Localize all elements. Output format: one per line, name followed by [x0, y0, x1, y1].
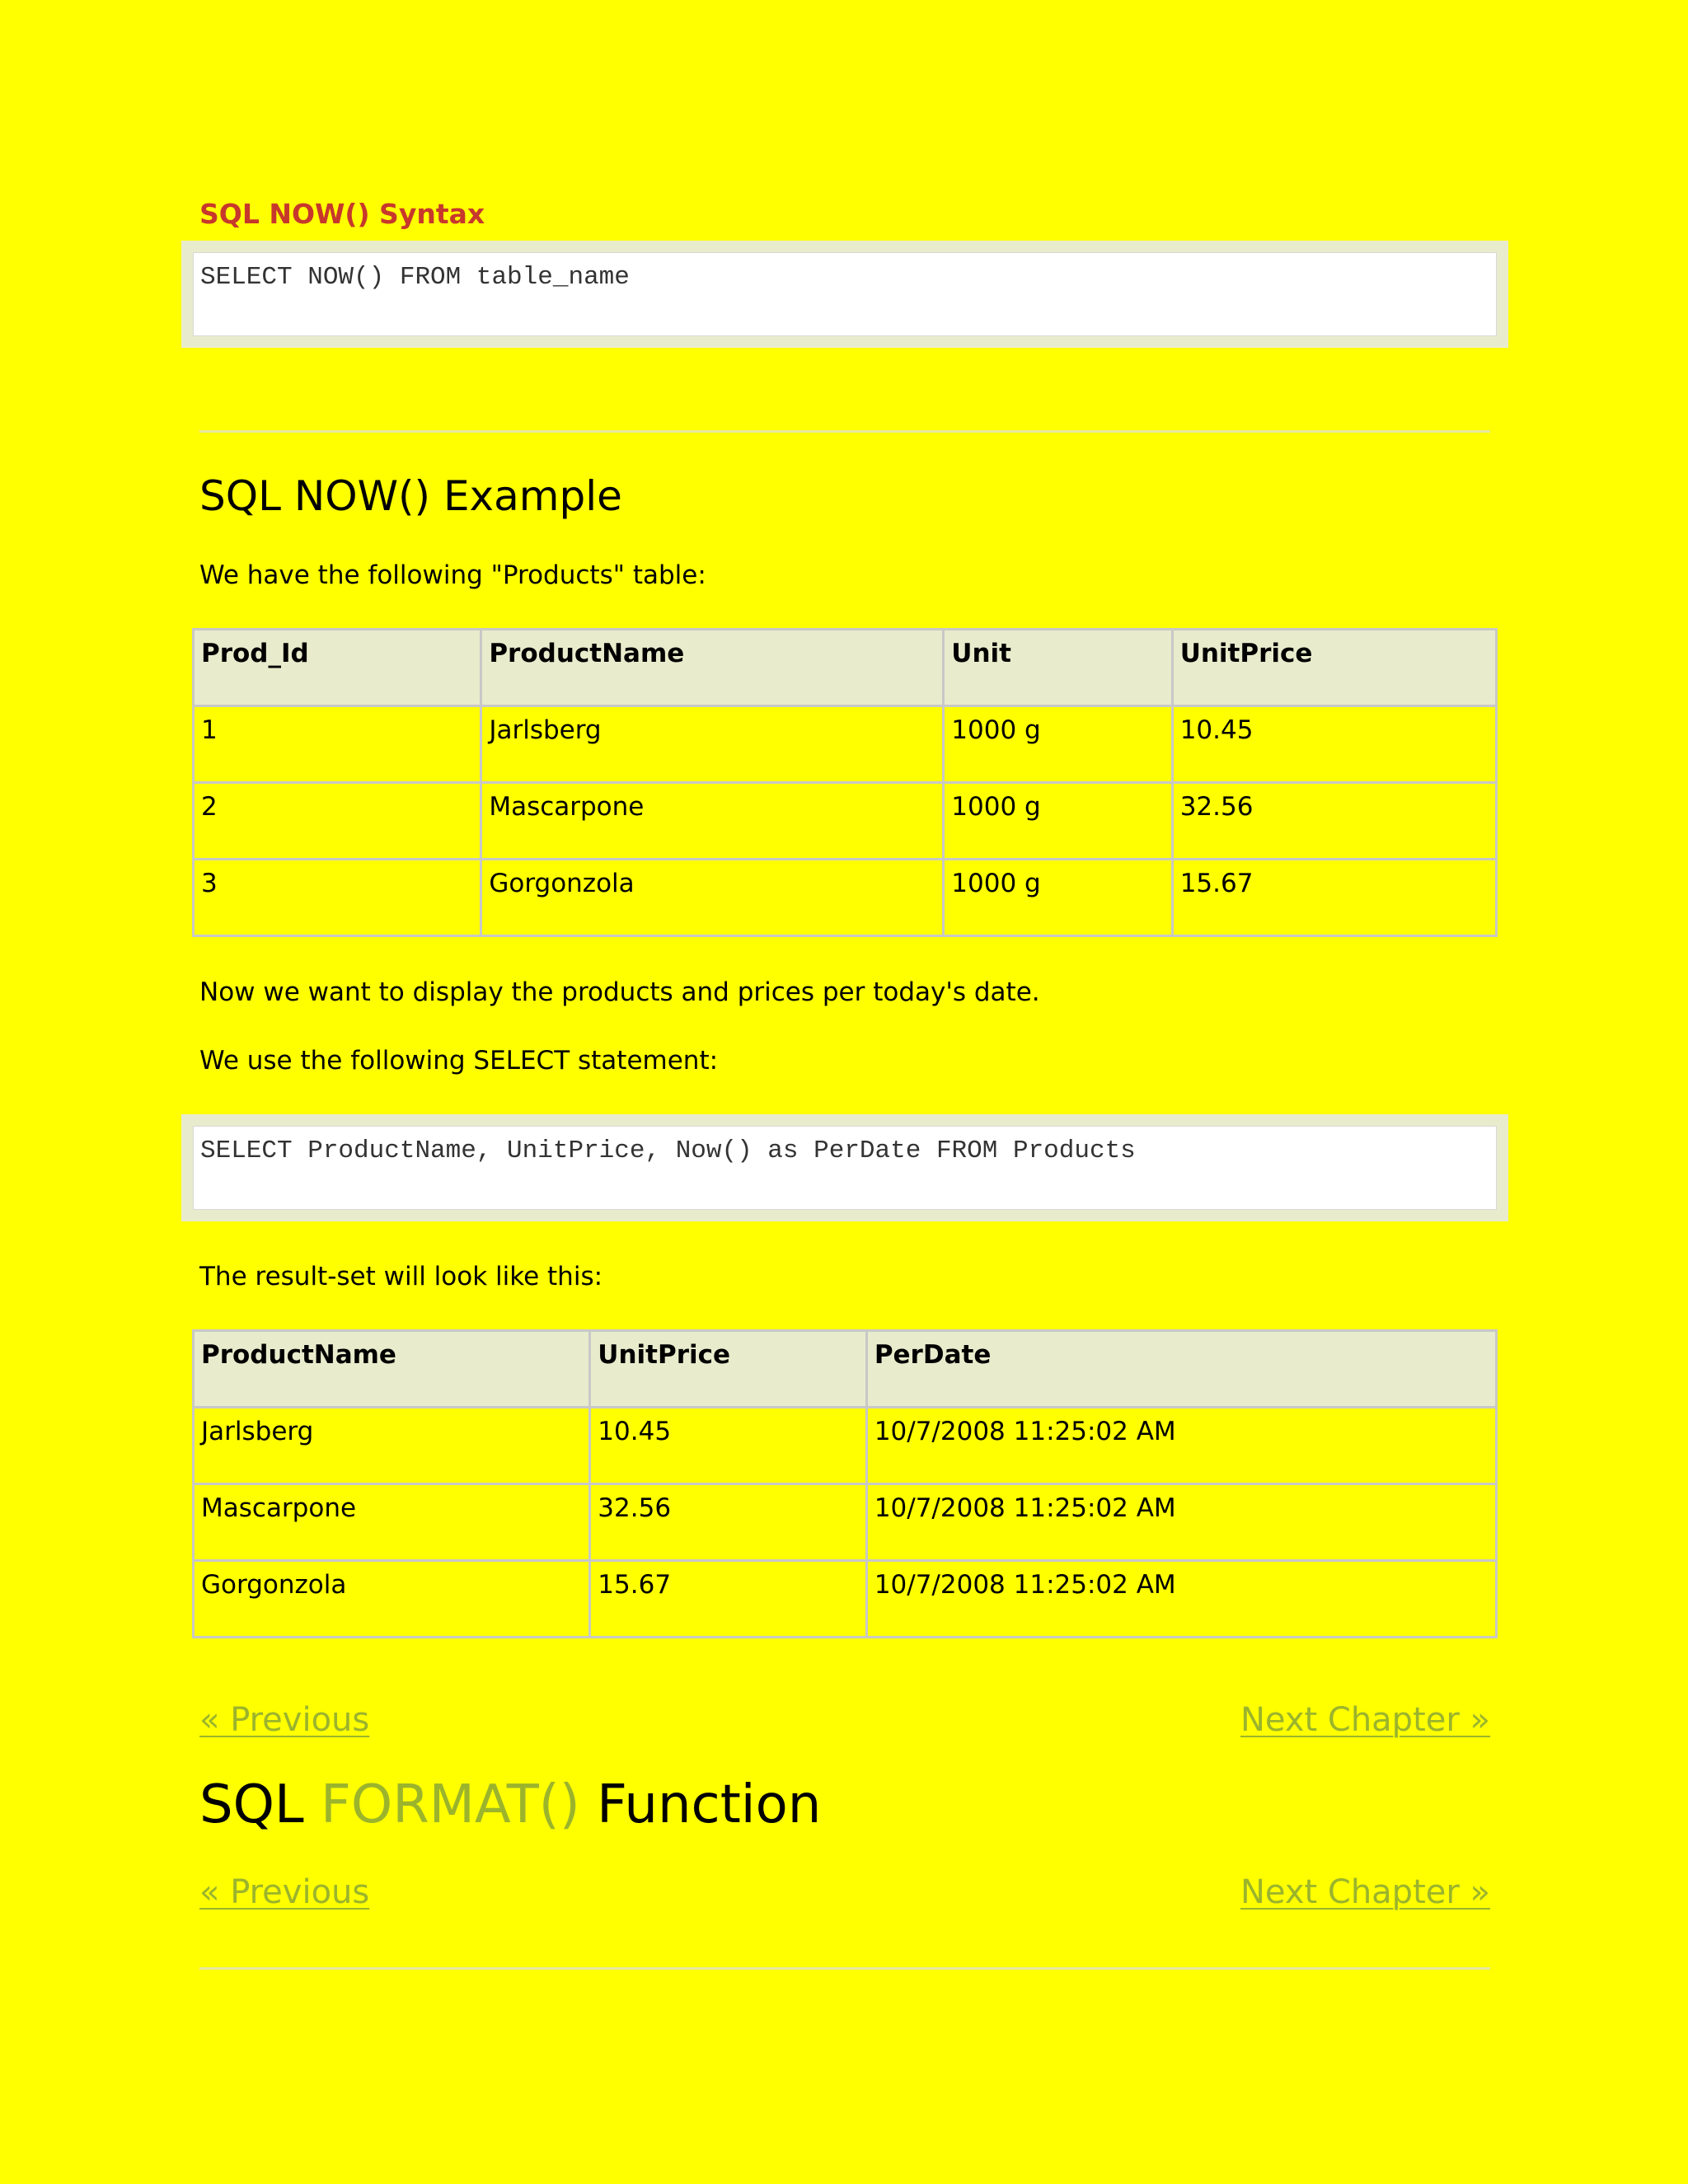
- column-header: Unit: [944, 630, 1172, 706]
- table-cell: 3: [194, 860, 481, 936]
- table-cell: 10.45: [1172, 706, 1496, 783]
- statement-intro: We use the following SELECT statement:: [199, 1046, 719, 1076]
- next-chapter-title: [199, 1772, 821, 1838]
- table-cell: 15.67: [590, 1561, 867, 1638]
- table-cell: 1000 g: [944, 706, 1172, 783]
- example-intro: We have the following "Products" table:: [199, 560, 706, 590]
- goal-text: Now we want to display the products and prices per today's date.: [199, 977, 1040, 1007]
- table-cell: 10/7/2008 11:25:02 AM: [866, 1484, 1496, 1561]
- result-table: [192, 1329, 1498, 1638]
- next-chapter-link-top[interactable]: Next Chapter »: [1240, 1701, 1490, 1739]
- table-row: [194, 1408, 1497, 1484]
- next-title-function: FORMAT(): [321, 1774, 580, 1835]
- table-cell: 1: [194, 706, 481, 783]
- column-header: ProductName: [481, 630, 944, 706]
- column-header: PerDate: [866, 1331, 1496, 1408]
- table-cell: 1000 g: [944, 860, 1172, 936]
- next-title-prefix: SQL: [199, 1774, 321, 1835]
- syntax-title: SQL NOW() Syntax: [199, 198, 485, 230]
- result-intro: The result-set will look like this:: [199, 1262, 603, 1291]
- table-cell: Gorgonzola: [194, 1561, 590, 1638]
- column-header: Prod_Id: [194, 630, 481, 706]
- table-cell: 10/7/2008 11:25:02 AM: [866, 1408, 1496, 1484]
- table-cell: 32.56: [1172, 783, 1496, 860]
- divider-bottom: [199, 1967, 1490, 1970]
- table-cell: Mascarpone: [194, 1484, 590, 1561]
- table-cell: Gorgonzola: [481, 860, 944, 936]
- previous-link-bottom[interactable]: « Previous: [199, 1873, 370, 1911]
- table-cell: Jarlsberg: [481, 706, 944, 783]
- example-title: SQL NOW() Example: [199, 472, 622, 520]
- next-title-suffix: Function: [579, 1774, 822, 1835]
- table-row: [194, 1484, 1497, 1561]
- table-cell: 2: [194, 783, 481, 860]
- column-header: UnitPrice: [1172, 630, 1496, 706]
- products-table: [192, 628, 1498, 937]
- syntax-code-box: [181, 241, 1508, 348]
- statement-code[interactable]: SELECT ProductName, UnitPrice, Now() as PerDate FROM Products: [193, 1126, 1497, 1210]
- divider-top: [199, 430, 1490, 433]
- column-header: ProductName: [194, 1331, 590, 1408]
- table-cell: 1000 g: [944, 783, 1172, 860]
- table-cell: Mascarpone: [481, 783, 944, 860]
- table-row: [194, 706, 1497, 783]
- table-header-row: [194, 630, 1497, 706]
- table-header-row: [194, 1331, 1497, 1408]
- syntax-code[interactable]: SELECT NOW() FROM table_name: [193, 252, 1497, 336]
- table-cell: 10/7/2008 11:25:02 AM: [866, 1561, 1496, 1638]
- table-row: [194, 1561, 1497, 1638]
- table-row: [194, 783, 1497, 860]
- table-cell: 10.45: [590, 1408, 867, 1484]
- table-row: [194, 860, 1497, 936]
- table-cell: 15.67: [1172, 860, 1496, 936]
- statement-code-box: [181, 1114, 1508, 1221]
- previous-link-top[interactable]: « Previous: [199, 1701, 370, 1739]
- column-header: UnitPrice: [590, 1331, 867, 1408]
- next-chapter-link-bottom[interactable]: Next Chapter »: [1240, 1873, 1490, 1911]
- table-cell: Jarlsberg: [194, 1408, 590, 1484]
- table-cell: 32.56: [590, 1484, 867, 1561]
